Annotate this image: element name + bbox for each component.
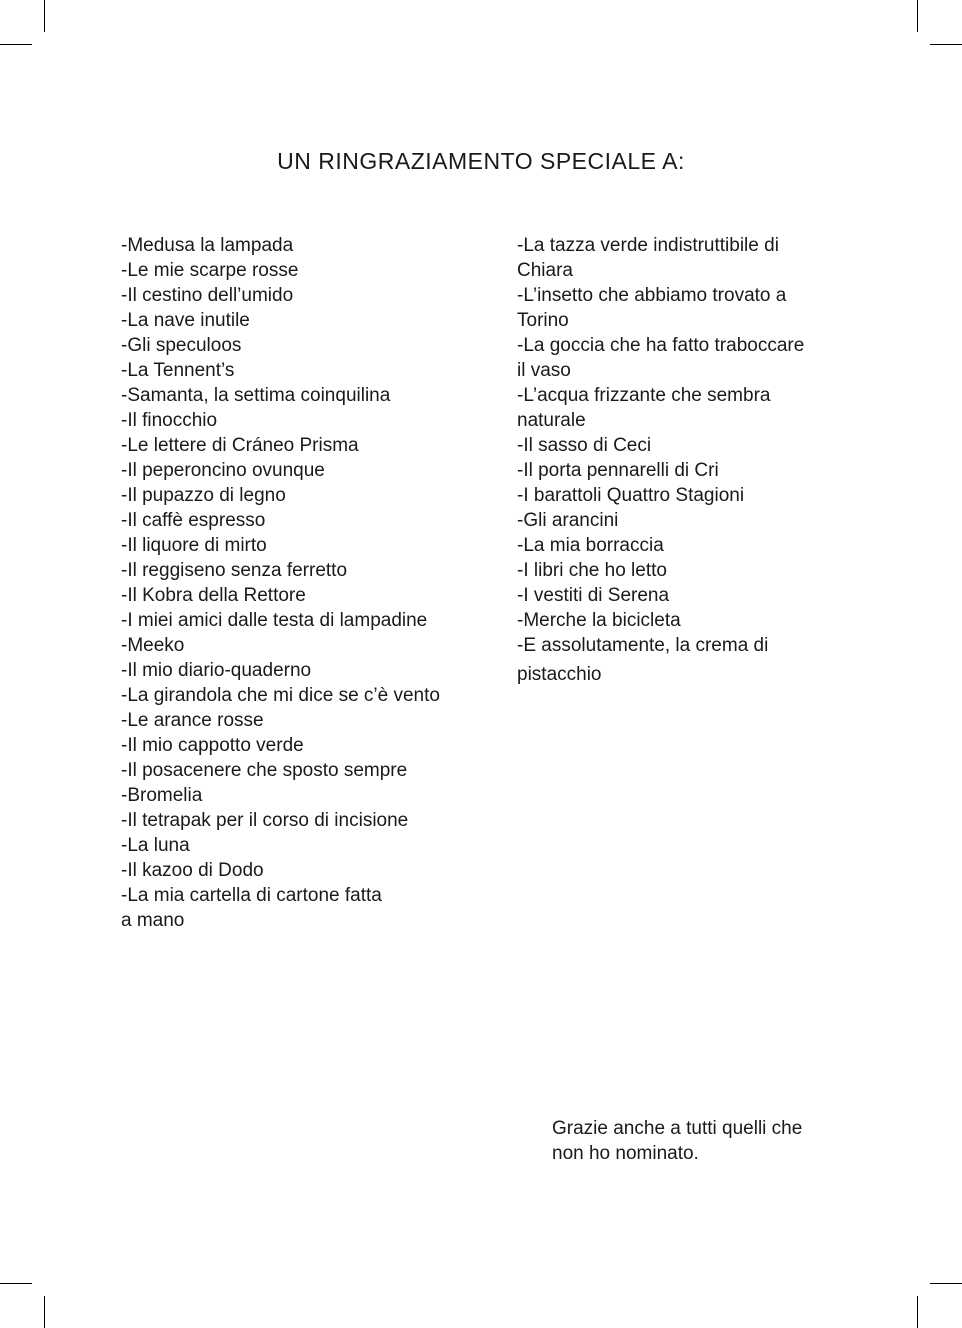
closing-note: [552, 1116, 802, 1166]
list-item: -Il reggiseno senza ferretto: [121, 560, 348, 581]
list-item: -Il tetrapak per il corso di incisione: [121, 810, 409, 831]
list-item: naturale: [517, 410, 586, 431]
crop-mark: [930, 44, 962, 45]
left-list: [121, 233, 440, 933]
list-item: -Il Kobra della Rettore: [121, 585, 306, 606]
list-item: -Il posacenere che sposto sempre: [121, 760, 408, 781]
right-list: [517, 233, 804, 690]
crop-mark: [44, 1296, 45, 1328]
list-item: Chiara: [517, 260, 573, 281]
list-item: -Il mio diario-quaderno: [121, 660, 312, 681]
list-item: -Le arance rosse: [121, 710, 264, 731]
closing-note-line: non ho nominato.: [552, 1143, 699, 1164]
list-item: -Il liquore di mirto: [121, 535, 267, 556]
list-item: -La luna: [121, 835, 190, 856]
list-item: -La nave inutile: [121, 310, 250, 331]
list-item: -La mia cartella di cartone fatta: [121, 885, 382, 906]
list-item: il vaso: [517, 360, 571, 381]
list-item: -Meeko: [121, 635, 185, 656]
crop-mark: [0, 1283, 32, 1284]
list-item: Torino: [517, 310, 569, 331]
crop-mark: [917, 1296, 918, 1328]
list-item: -Il peperoncino ovunque: [121, 460, 325, 481]
crop-mark: [930, 1283, 962, 1284]
list-item: -Gli speculoos: [121, 335, 242, 356]
list-item: -Il kazoo di Dodo: [121, 860, 264, 881]
list-item: -Gli arancini: [517, 510, 619, 531]
list-item: -Samanta, la settima coinquilina: [121, 385, 391, 406]
crop-mark: [917, 0, 918, 32]
list-item: -L’insetto che abbiamo trovato a: [517, 285, 787, 306]
list-item: -E assolutamente, la crema di: [517, 635, 769, 656]
list-item: -Il finocchio: [121, 410, 218, 431]
list-item: -L’acqua frizzante che sembra: [517, 385, 771, 406]
crop-mark: [0, 44, 32, 45]
list-item: -Il sasso di Ceci: [517, 435, 652, 456]
list-item: pistacchio: [517, 664, 602, 685]
list-item: -Merche la bicicleta: [517, 610, 681, 631]
list-item: -Medusa la lampada: [121, 235, 294, 256]
list-item: -La tazza verde indistruttibile di: [517, 235, 779, 256]
list-item: -I vestiti di Serena: [517, 585, 670, 606]
list-item: -La mia borraccia: [517, 535, 664, 556]
list-item: -I barattoli Quattro Stagioni: [517, 485, 745, 506]
list-item: -Il caffè espresso: [121, 510, 266, 531]
list-item: -Le mie scarpe rosse: [121, 260, 299, 281]
list-item: -Il porta pennarelli di Cri: [517, 460, 719, 481]
list-item: -Il mio cappotto verde: [121, 735, 304, 756]
list-item: a mano: [121, 910, 185, 931]
list-item: -Bromelia: [121, 785, 203, 806]
list-item: -Il pupazzo di legno: [121, 485, 286, 506]
list-item: -I libri che ho letto: [517, 560, 667, 581]
list-item: -La goccia che ha fatto traboccare: [517, 335, 805, 356]
page-title: UN RINGRAZIAMENTO SPECIALE A:: [277, 148, 685, 174]
list-item: -La Tennent’s: [121, 360, 235, 381]
list-item: -I miei amici dalle testa di lampadine: [121, 610, 428, 631]
list-item: -Il cestino dell’umido: [121, 285, 294, 306]
closing-note-line: Grazie anche a tutti quelli che: [552, 1118, 803, 1139]
crop-mark: [44, 0, 45, 32]
list-item: -Le lettere di Cráneo Prisma: [121, 435, 359, 456]
list-item: -La girandola che mi dice se c’è vento: [121, 685, 440, 706]
